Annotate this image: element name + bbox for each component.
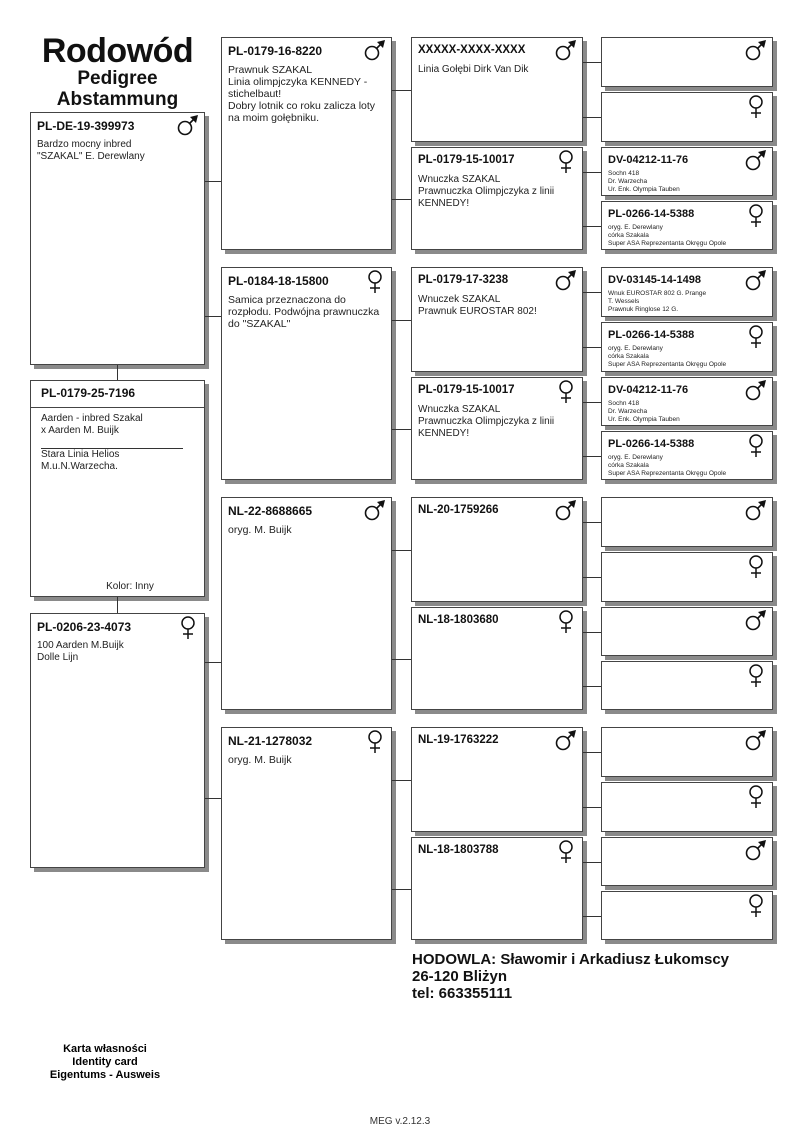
gen4-pigeon-card xyxy=(601,322,773,372)
male-symbol-icon xyxy=(363,40,387,67)
female-symbol-icon xyxy=(748,204,764,233)
pigeon-notes: Prawnuk SZAKAL Linia olimpjczyka KENNEDY - stichelbaut! Dobry lotnik co roku zalicza loty na moim gołębniku. xyxy=(228,64,376,124)
connector-line xyxy=(583,916,601,917)
ring-number: PL-0179-17-3238 xyxy=(418,274,509,286)
ring-number: PL-0266-14-5388 xyxy=(608,438,695,450)
female-symbol-icon xyxy=(558,150,574,179)
gen1-pigeon-card xyxy=(30,613,205,868)
gen4-pigeon-card xyxy=(601,891,773,940)
ring-number: DV-03145-14-1498 xyxy=(608,274,701,286)
title-rodowod: Rodowód xyxy=(41,32,194,70)
female-symbol-icon xyxy=(367,270,383,299)
male-symbol-icon xyxy=(176,115,200,142)
male-symbol-icon xyxy=(554,730,578,757)
gen2-pigeon-card xyxy=(221,267,392,480)
female-symbol-icon xyxy=(180,616,196,645)
male-symbol-icon xyxy=(744,270,768,297)
title-abstammung: Abstammung xyxy=(56,89,179,110)
pigeon-notes: oryg. M. Buijk xyxy=(228,754,292,766)
ring-number: PL-0179-15-10017 xyxy=(418,384,515,396)
connector-line xyxy=(583,862,601,863)
gen4-pigeon-card xyxy=(601,497,773,547)
pigeon-notes: Wnuczek SZAKAL Prawnuk EUROSTAR 802! xyxy=(418,294,537,317)
gen4-pigeon-card xyxy=(601,661,773,710)
connector-line xyxy=(205,181,221,182)
gen4-pigeon-card xyxy=(601,837,773,886)
connector-line xyxy=(583,632,601,633)
pigeon-notes: oryg. E. Derewlany córka Szakala Super ASA Reprezentanta Okręgu Opole xyxy=(608,345,727,368)
female-symbol-icon xyxy=(748,555,764,584)
connector-line xyxy=(583,807,601,808)
ring-number: PL-0179-16-8220 xyxy=(228,44,323,58)
connector-line xyxy=(205,316,221,317)
title-pedigree: Pedigree xyxy=(77,68,158,89)
pigeon-notes: Wnuczka SZAKAL Prawnuczka Olimpjczyka z linii KENNEDY! xyxy=(418,404,555,439)
connector-line xyxy=(583,62,601,63)
gen3-pigeon-card xyxy=(411,147,583,250)
connector-line xyxy=(583,117,601,118)
connector-line xyxy=(392,199,411,200)
identity-en: Identity card xyxy=(72,1056,138,1068)
connector-line xyxy=(392,659,411,660)
subject-ring: PL-0179-25-7196 xyxy=(41,386,136,400)
female-symbol-icon xyxy=(748,325,764,354)
ring-number: NL-22-8688665 xyxy=(228,504,313,518)
connector-line xyxy=(392,780,411,781)
ring-number: DV-04212-11-76 xyxy=(608,384,689,396)
connector-line xyxy=(583,402,601,403)
ring-number: PL-0206-23-4073 xyxy=(37,620,132,634)
pigeon-notes: Sochn 418 Dr. Warzecha Ur. Enk. Olympia Tauben xyxy=(608,170,680,193)
ring-number: NL-19-1763222 xyxy=(418,734,499,746)
female-symbol-icon xyxy=(748,894,764,923)
breeder-phone: tel: 663355111 xyxy=(412,985,513,1002)
gen4-pigeon-card xyxy=(601,92,773,142)
gen4-pigeon-card xyxy=(601,377,773,426)
ring-number: NL-21-1278032 xyxy=(228,734,313,748)
connector-line xyxy=(583,226,601,227)
identity-pl: Karta własności xyxy=(63,1043,147,1055)
male-symbol-icon xyxy=(744,840,768,867)
subject-notes-2: Stara Linia Helios M.u.N.Warzecha. xyxy=(41,449,120,472)
ring-number: PL-0266-14-5388 xyxy=(608,329,695,341)
pigeon-notes: Sochn 418 Dr. Warzecha Ur. Enk. Olympia Tauben xyxy=(608,400,680,423)
gen4-pigeon-card xyxy=(601,147,773,196)
ring-number: NL-18-1803788 xyxy=(418,844,499,856)
connector-line xyxy=(117,365,118,380)
female-symbol-icon xyxy=(558,610,574,639)
connector-line xyxy=(392,429,411,430)
pigeon-notes: Wnuk EUROSTAR 802 G. Prange T. Wessels Prawnuk Ringlose 12 G. xyxy=(608,290,707,313)
connector-line xyxy=(117,597,118,613)
breeder-address: 26-120 Bliżyn xyxy=(412,968,508,985)
male-symbol-icon xyxy=(744,610,768,637)
pigeon-notes: oryg. E. Derewlany córka Szakala Super ASA Reprezentanta Okręgu Opole xyxy=(608,224,727,247)
female-symbol-icon xyxy=(367,730,383,759)
connector-line xyxy=(583,522,601,523)
connector-line xyxy=(583,292,601,293)
connector-line xyxy=(583,172,601,173)
female-symbol-icon xyxy=(748,785,764,814)
male-symbol-icon xyxy=(744,150,768,177)
pigeon-notes: oryg. M. Buijk xyxy=(228,524,292,536)
subject-color: Kolor: Inny xyxy=(106,581,154,592)
connector-line xyxy=(392,889,411,890)
male-symbol-icon xyxy=(744,380,768,407)
male-symbol-icon xyxy=(363,500,387,527)
connector-line xyxy=(583,752,601,753)
gen4-pigeon-card xyxy=(601,201,773,250)
gen1-pigeon-card xyxy=(30,112,205,365)
pigeon-notes: oryg. E. Derewlany córka Szakala Super ASA Reprezentanta Okręgu Opole xyxy=(608,454,727,477)
ring-number: NL-18-1803680 xyxy=(418,614,499,626)
pedigree-title xyxy=(30,34,205,110)
ring-number: PL-0179-15-10017 xyxy=(418,154,515,166)
female-symbol-icon xyxy=(558,380,574,409)
connector-line xyxy=(392,550,411,551)
gen2-pigeon-card xyxy=(221,727,392,940)
subject-card xyxy=(30,380,205,597)
male-symbol-icon xyxy=(554,270,578,297)
female-symbol-icon xyxy=(558,840,574,869)
gen3-pigeon-card xyxy=(411,267,583,372)
pigeon-notes: Linia Gołębi Dirk Van Dik xyxy=(418,64,529,75)
male-symbol-icon xyxy=(744,500,768,527)
identity-de: Eigentums - Ausweis xyxy=(49,1069,161,1081)
gen4-pigeon-card xyxy=(601,607,773,656)
version-label: MEG v.2.12.3 xyxy=(369,1116,431,1127)
connector-line xyxy=(583,347,601,348)
gen3-pigeon-card xyxy=(411,37,583,142)
male-symbol-icon xyxy=(744,40,768,67)
gen3-pigeon-card xyxy=(411,377,583,480)
ring-number: DV-04212-11-76 xyxy=(608,154,689,166)
gen4-pigeon-card xyxy=(601,782,773,832)
breeder-info xyxy=(412,951,729,1002)
female-symbol-icon xyxy=(748,434,764,463)
male-symbol-icon xyxy=(554,40,578,67)
gen3-pigeon-card xyxy=(411,497,583,602)
ring-number: XXXXX-XXXX-XXXX xyxy=(418,44,526,56)
breeder-name: HODOWLA: Sławomir i Arkadiusz Łukomscy xyxy=(412,951,729,968)
ring-number: PL-0266-14-5388 xyxy=(608,208,695,220)
gen4-pigeon-card xyxy=(601,727,773,777)
ring-number: PL-DE-19-399973 xyxy=(37,119,135,133)
male-symbol-icon xyxy=(744,730,768,757)
gen2-pigeon-card xyxy=(221,497,392,710)
gen4-pigeon-card xyxy=(601,267,773,317)
ring-number: PL-0184-18-15800 xyxy=(228,274,329,288)
ring-number: NL-20-1759266 xyxy=(418,504,499,516)
connector-line xyxy=(205,798,221,799)
gen4-pigeon-card xyxy=(601,552,773,602)
subject-notes: Aarden - inbred Szakal x Aarden M. Buijk xyxy=(41,413,143,436)
male-symbol-icon xyxy=(554,500,578,527)
connector-line xyxy=(583,456,601,457)
gen3-pigeon-card xyxy=(411,837,583,940)
gen4-pigeon-card xyxy=(601,431,773,480)
gen2-pigeon-card xyxy=(221,37,392,250)
pigeon-notes: 100 Aarden M.Buijk Dolle Lijn xyxy=(37,640,124,663)
gen3-pigeon-card xyxy=(411,727,583,832)
female-symbol-icon xyxy=(748,95,764,124)
gen3-pigeon-card xyxy=(411,607,583,710)
connector-line xyxy=(392,90,411,91)
connector-line xyxy=(205,662,221,663)
pigeon-notes: Wnuczka SZAKAL Prawnuczka Olimpjczyka z linii KENNEDY! xyxy=(418,174,555,209)
gen4-pigeon-card xyxy=(601,37,773,87)
identity-card-label xyxy=(40,1043,170,1082)
female-symbol-icon xyxy=(748,664,764,693)
connector-line xyxy=(392,320,411,321)
connector-line xyxy=(583,686,601,687)
pigeon-notes: Bardzo mocny inbred "SZAKAL" E. Derewlany xyxy=(37,139,145,162)
pigeon-notes: Samica przeznaczona do rozpłodu. Podwójna prawnuczka do "SZAKAL" xyxy=(228,294,380,330)
connector-line xyxy=(583,577,601,578)
